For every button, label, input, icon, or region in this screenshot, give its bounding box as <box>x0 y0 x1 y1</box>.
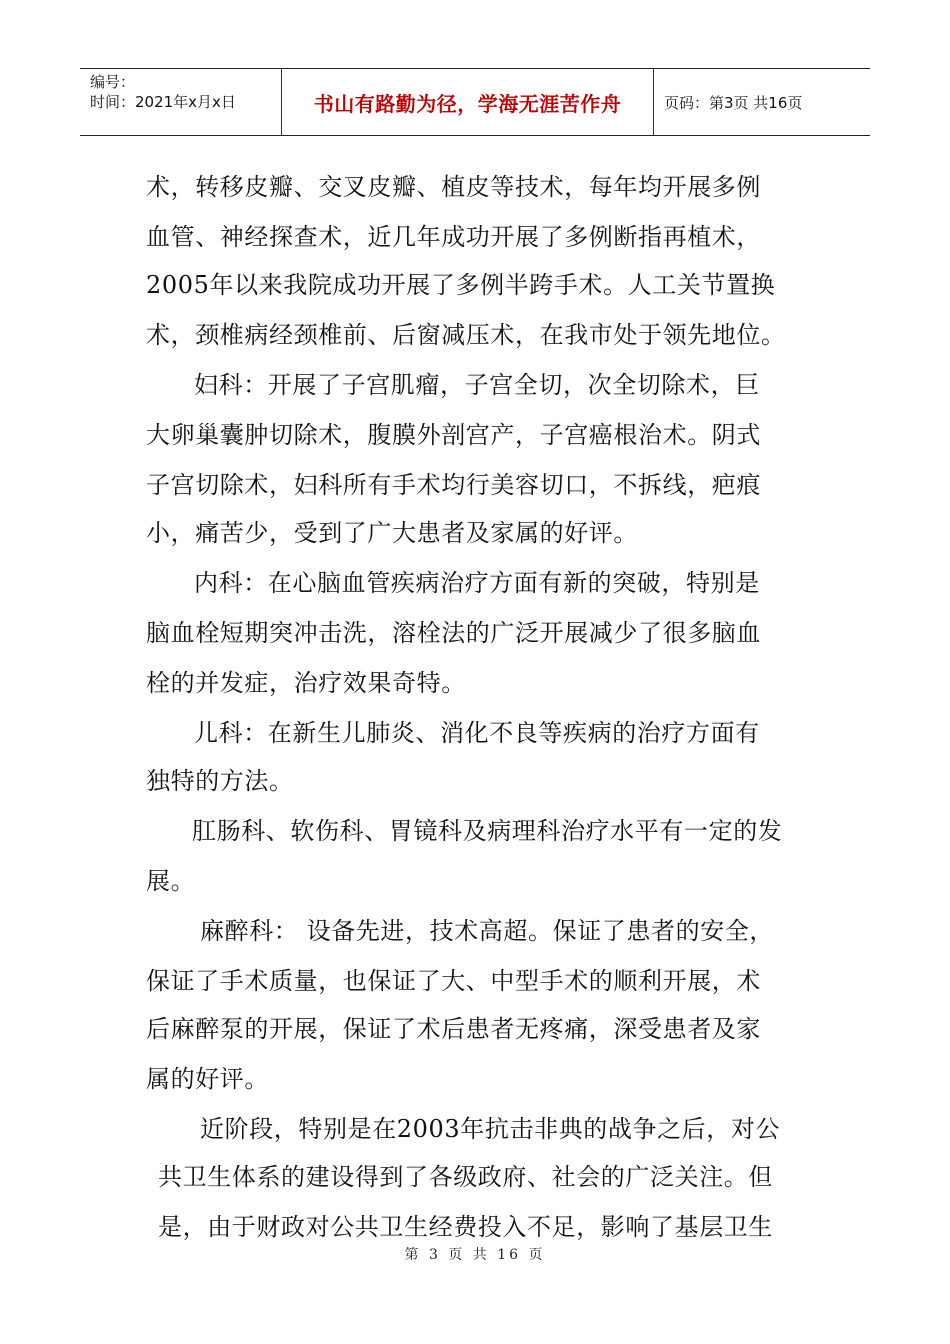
text-line: 脑血栓短期突冲击洗，溶栓法的广泛开展减少了很多脑血 <box>146 619 761 647</box>
text-line: 大卵巢囊肿切除术，腹膜外剖宫产，子宫癌根治术。阴式 <box>146 421 761 449</box>
text-line: 子宫切除术，妇科所有手术均行美容切口，不拆线，疤痕 <box>146 471 761 499</box>
header-page-info: 页码：第3页 共16页 <box>664 93 803 112</box>
text-line: 属的好评。 <box>146 1065 269 1093</box>
text-line: 是，由于财政对公共卫生经费投入不足，影响了基层卫生 <box>158 1213 773 1241</box>
text-line: 栓的并发症，治疗效果奇特。 <box>146 669 466 697</box>
text-line: 共卫生体系的建设得到了各级政府、社会的广泛关注。但 <box>158 1163 773 1191</box>
text-line: 术，颈椎病经颈椎前、后窗减压术，在我市处于领先地位。 <box>146 321 786 349</box>
text-line: 展。 <box>146 867 196 895</box>
text-line: 保证了手术质量，也保证了大、中型手术的顺利开展，术 <box>146 967 761 995</box>
text-line: 儿科：在新生儿肺炎、消化不良等疾病的治疗方面有 <box>194 719 760 747</box>
text-line: 内科：在心脑血管疾病治疗方面有新的突破，特别是 <box>194 569 760 597</box>
text-line: 麻醉科： 设备先进，技术高超。保证了患者的安全， <box>200 917 775 945</box>
page-header <box>80 68 870 136</box>
text-line: 后麻醉泵的开展，保证了术后患者无疼痛，深受患者及家 <box>146 1015 761 1043</box>
text-line: 血管、神经探查术，近几年成功开展了多例断指再植术， <box>146 223 761 251</box>
text-line: 妇科：开展了子宫肌瘤，子宫全切，次全切除术，巨 <box>194 371 760 399</box>
time-label: 时间：2021年x月x日 <box>90 93 236 111</box>
text-line: 小，痛苦少，受到了广大患者及家属的好评。 <box>146 519 638 547</box>
text-line: 肛肠科、软伤科、胃镜科及病理科治疗水平有一定的发 <box>192 817 783 845</box>
text-line: 2005年以来我院成功开展了多例半跨手术。人工关节置换 <box>146 271 776 299</box>
page-footer: 第 3 页 共 16 页 <box>404 1247 546 1263</box>
text-line: 独特的方法。 <box>146 767 294 795</box>
text-line: 术，转移皮瓣、交叉皮瓣、植皮等技术，每年均开展多例 <box>146 173 761 201</box>
number-label: 编号： <box>90 73 136 91</box>
header-meta <box>80 69 282 135</box>
text-line: 近阶段，特别是在2003年抗击非典的战争之后，对公 <box>200 1115 781 1143</box>
header-motto: 书山有路勤为径，学海无涯苦作舟 <box>282 69 654 135</box>
